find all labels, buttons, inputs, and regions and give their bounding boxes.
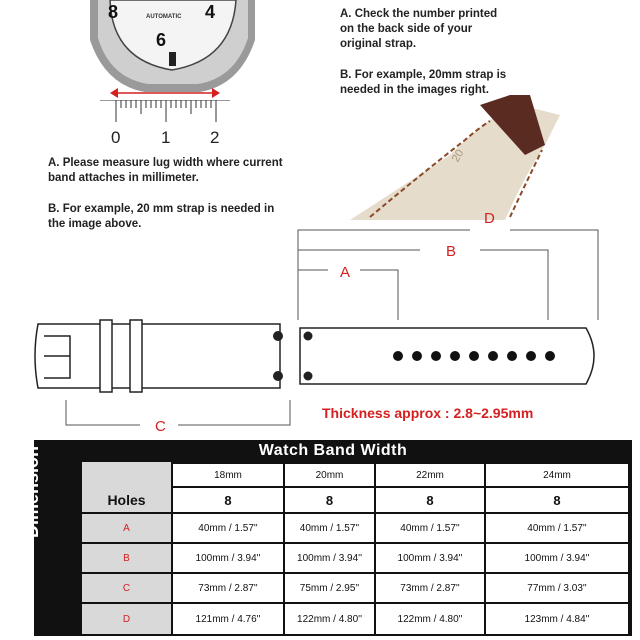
table-cell: 121mm / 4.76'' <box>173 604 283 634</box>
table-cell: 123mm / 4.84'' <box>486 604 628 634</box>
watch-number-4: 4 <box>205 2 216 22</box>
table-cell: 40mm / 1.57'' <box>285 514 374 542</box>
table-cell: 73mm / 2.87'' <box>173 574 283 602</box>
ruler-tick-1: 1 <box>161 128 171 147</box>
right-note-a-line3: original strap. <box>340 38 417 50</box>
holes-18mm: 8 <box>173 488 283 512</box>
dimension-letter-b: B <box>446 243 457 260</box>
row-label-c: C <box>82 574 171 602</box>
table-cell: 122mm / 4.80'' <box>285 604 374 634</box>
table-cell: 73mm / 2.87'' <box>376 574 484 602</box>
table-cell: 122mm / 4.80'' <box>376 604 484 634</box>
width-20mm: 20mm <box>285 464 374 486</box>
ruler-tick-2: 2 <box>210 128 220 147</box>
left-note-a-line1: A. Please measure lug width where current <box>48 157 283 169</box>
strap-buckle-side <box>30 316 292 396</box>
dimension-side-text: Dimension <box>22 445 42 538</box>
holes-22mm: 8 <box>376 488 484 512</box>
watch-number-8: 8 <box>108 2 119 22</box>
table-cell: 40mm / 1.57'' <box>173 514 283 542</box>
thickness-note: Thickness approx : 2.8~2.95mm <box>322 405 534 421</box>
holes-20mm: 8 <box>285 488 374 512</box>
holes-24mm: 8 <box>486 488 628 512</box>
table-cell: 100mm / 3.94'' <box>376 544 484 572</box>
right-note-b-line2: needed in the images right. <box>340 84 489 96</box>
dimension-letter-c: C <box>155 418 166 435</box>
row-label-a: A <box>82 514 171 542</box>
table-title: Watch Band Width <box>258 442 408 459</box>
table-cell: 75mm / 2.95'' <box>285 574 374 602</box>
watch-number-6: 6 <box>156 30 167 50</box>
holes-label: Holes <box>82 488 171 512</box>
left-note-a-line2: band attaches in millimeter. <box>48 172 199 184</box>
right-note-a-line2: on the back side of your <box>340 23 473 35</box>
width-18mm: 18mm <box>173 464 283 486</box>
dimension-letter-d: D <box>484 210 495 227</box>
left-note-b-line2: the image above. <box>48 218 142 230</box>
strap-holes-side <box>296 324 604 388</box>
width-24mm: 24mm <box>486 464 628 486</box>
table-cell: 77mm / 3.03'' <box>486 574 628 602</box>
row-label-d: D <box>82 604 171 634</box>
right-note-b-line1: B. For example, 20mm strap is <box>340 69 507 81</box>
table-cell: 100mm / 3.94'' <box>486 544 628 572</box>
table-cell: 40mm / 1.57'' <box>376 514 484 542</box>
dimension-letter-a: A <box>340 264 351 281</box>
watch-brand-text: AUTOMATIC <box>146 14 182 20</box>
ruler-tick-0: 0 <box>111 128 121 147</box>
dimension-side-label <box>22 445 48 538</box>
table-cell: 100mm / 3.94'' <box>285 544 374 572</box>
right-note-a-line1: A. Check the number printed <box>340 8 498 20</box>
table-cell: 100mm / 3.94'' <box>173 544 283 572</box>
row-label-b: B <box>82 544 171 572</box>
width-22mm: 22mm <box>376 464 484 486</box>
left-note-b-line1: B. For example, 20 mm strap is needed in <box>48 203 275 215</box>
table-cell: 40mm / 1.57'' <box>486 514 628 542</box>
strap-print-20: 20 <box>449 147 467 165</box>
